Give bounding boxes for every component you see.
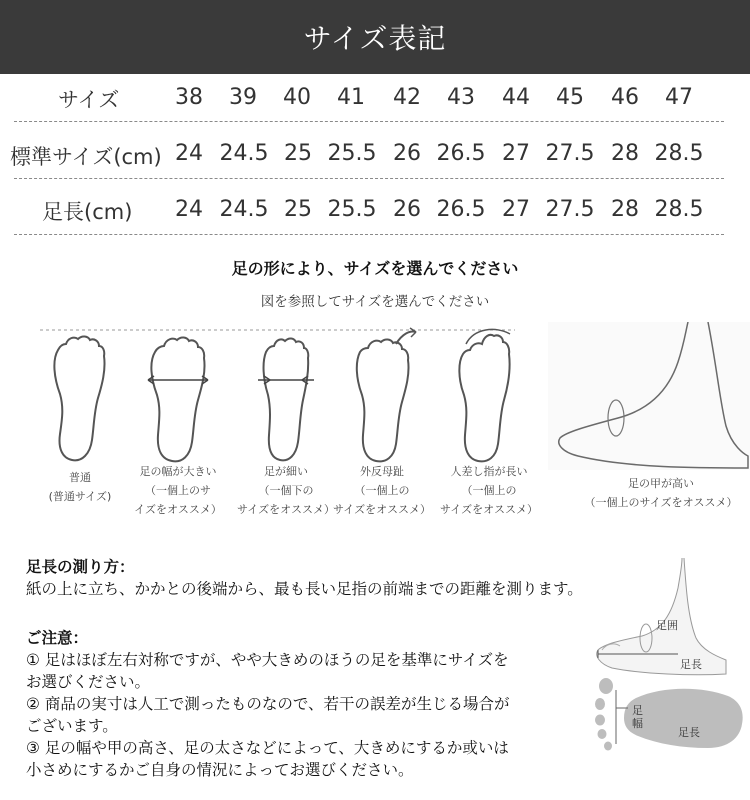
- foot-normal-icon: [44, 330, 116, 465]
- table-cell: 27.5: [545, 141, 595, 166]
- row-label: サイズ: [58, 88, 120, 112]
- table-cell: 24: [175, 197, 203, 222]
- foot-caption-high-instep: 足の甲が高い （一個上のサイズをオススメ）: [584, 477, 738, 509]
- foot-high-instep-icon: [548, 322, 750, 470]
- table-row-foot-length: [0, 184, 750, 234]
- table-cell: 26.5: [436, 197, 486, 222]
- table-cell: 26: [393, 197, 421, 222]
- row-label: 標準サイズ(cm): [10, 145, 162, 169]
- table-cell: 28.5: [654, 197, 704, 222]
- table-cell: 38: [175, 85, 203, 110]
- table-divider: [14, 178, 724, 179]
- table-cell: 40: [283, 85, 311, 110]
- table-cell: 25: [284, 197, 312, 222]
- page-title: サイズ表記: [303, 22, 447, 55]
- foot-caption-wide: 足の幅が大きい （一個上のサ イズをオススメ）: [134, 465, 222, 516]
- label-girth: 足囲: [656, 619, 678, 632]
- table-cell: 27: [502, 141, 530, 166]
- table-cell: 43: [447, 85, 475, 110]
- table-cell: 41: [337, 85, 365, 110]
- foot-measure-diagram: [592, 558, 750, 796]
- label-length-bottom: 足長: [678, 726, 700, 739]
- table-cell: 27: [502, 197, 530, 222]
- table-cell: 28: [611, 197, 639, 222]
- table-cell: 24.5: [219, 141, 269, 166]
- foot-long-second-toe-icon: [452, 322, 524, 465]
- table-cell: 25: [284, 141, 312, 166]
- notes-heading: ご注意：: [26, 629, 89, 647]
- table-cell: 45: [556, 85, 584, 110]
- foot-bunion-icon: [348, 322, 428, 465]
- table-cell: 27.5: [545, 197, 595, 222]
- foot-wide-icon: [142, 330, 214, 465]
- table-cell: 28.5: [654, 141, 704, 166]
- table-cell: 25.5: [327, 197, 377, 222]
- row-label: 足長(cm): [42, 200, 133, 224]
- note-line: ② 商品の実寸は人工で測ったものなので、若干の誤差が生じる場合が: [26, 695, 510, 713]
- measure-heading: 足長の測り方：: [26, 558, 135, 576]
- label-length-top: 足長: [680, 658, 702, 671]
- table-cell: 46: [611, 85, 639, 110]
- table-cell: 47: [665, 85, 693, 110]
- table-row-size: [0, 72, 750, 122]
- table-cell: 26.5: [436, 141, 486, 166]
- foot-caption-long-toe: 人差し指が長い （一個上の サイズをオススメ）: [439, 465, 538, 516]
- foot-caption-narrow: 足が細い （一個下の サイズをオススメ）: [236, 465, 335, 516]
- label-width: 足幅: [632, 704, 643, 730]
- note-line: 小さめにするかご自身の情況によってお選びください。: [26, 761, 414, 779]
- header-bar: [0, 0, 750, 74]
- table-cell: 44: [502, 85, 530, 110]
- foot-caption-bunion: 外反母趾 （一個上の サイズをオススメ）: [332, 465, 431, 516]
- foot-caption-normal: 普通 (普通サイズ): [48, 471, 112, 503]
- table-row-standard-size: [0, 128, 750, 178]
- foot-shape-subtitle: 図を参照してサイズを選んでください: [260, 294, 490, 310]
- table-cell: 24.5: [219, 197, 269, 222]
- note-line: お選びください。: [26, 673, 151, 691]
- measure-text: 紙の上に立ち、かかとの後端から、最も長い足指の前端までの距離を測ります。: [26, 580, 583, 598]
- note-line: ③ 足の幅や甲の高さ、足の太さなどによって、大きめにするか或いは: [26, 739, 509, 757]
- table-cell: 24: [175, 141, 203, 166]
- table-divider: [14, 234, 724, 235]
- foot-shape-title: 足の形により、サイズを選んでください: [231, 259, 519, 278]
- table-cell: 28: [611, 141, 639, 166]
- table-cell: 39: [229, 85, 257, 110]
- table-cell: 25.5: [327, 141, 377, 166]
- note-line: ① 足はほぼ左右対称ですが、やや大きめのほうの足を基準にサイズを: [26, 651, 509, 669]
- table-cell: 42: [393, 85, 421, 110]
- note-line: ございます。: [26, 717, 118, 735]
- foot-narrow-icon: [250, 330, 322, 465]
- table-cell: 26: [393, 141, 421, 166]
- table-divider: [14, 121, 724, 122]
- notes-block: [26, 627, 606, 781]
